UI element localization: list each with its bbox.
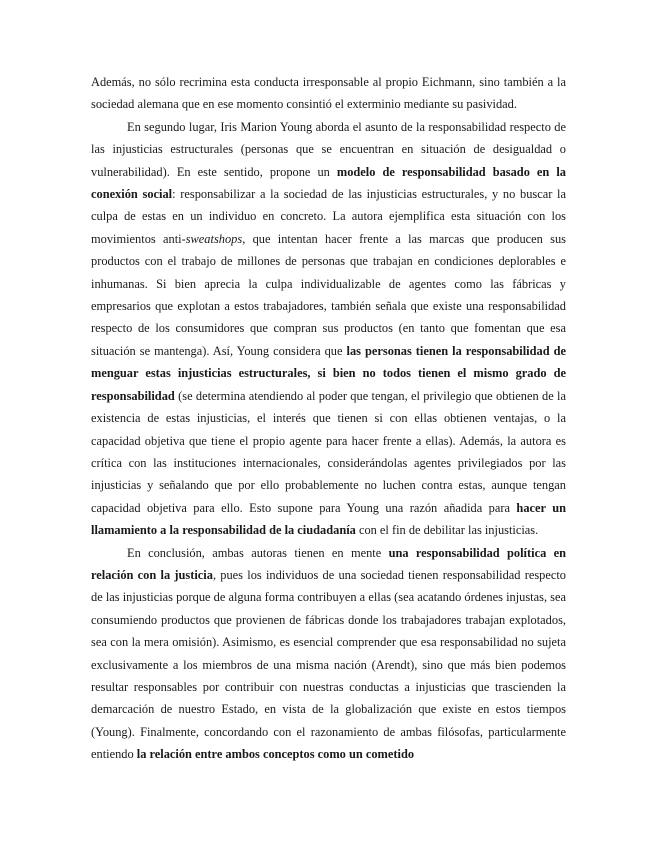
text-span: Además, no sólo recrimina esta conducta irresponsable al propio Eichmann, sino también a la sociedad alemana que en ese momento consintió el exterminio mediante su pasividad. bbox=[91, 75, 566, 112]
bold-text: hacer un llamamiento a la responsabilidad de la ciudadanía bbox=[91, 500, 567, 538]
body-text bbox=[91, 71, 566, 766]
paragraph-3 bbox=[91, 542, 566, 766]
bold-text: la relación entre ambos conceptos como un cometido bbox=[136, 747, 415, 762]
paragraph-1 bbox=[91, 71, 566, 116]
italic-text: sweatshops bbox=[185, 231, 243, 246]
text-span: con el fin de debilitar las injusticias. bbox=[355, 523, 539, 538]
text-span: (se determina atendiendo al poder que tengan, el privilegio que obtienen de la existencia de estas injusticias, el interés que tienen si con ellas obtienen ventajas, o la capacidad objetiva que tiene el propio agente para hacer frente a ellas). Además, la autora es crítica con las instituciones internacionales, considerándolas agentes privilegiados por las injusticias y señalando que por ello probablemente no luchen contra estas, aunque tengan capacidad objetiva para ello. Esto supone para Young una razón añadida para bbox=[91, 388, 566, 515]
bold-text: modelo de responsabilidad basado en la conexión social bbox=[91, 164, 566, 202]
text-span: En segundo lugar, Iris Marion Young aborda el asunto de la responsabilidad respecto de las injusticias estructurales (personas que se encuentran en situación de desigualdad o vulnerabilidad). En este sentido, propone un bbox=[91, 119, 566, 179]
paragraph-2 bbox=[91, 116, 566, 542]
text-span: En conclusión, ambas autoras tienen en mente bbox=[127, 545, 389, 560]
text-span: : responsabilizar a la sociedad de las injusticias estructurales, y no buscar la culpa de estas en un individuo en concreto. La autora ejemplifica esta situación con los movimientos anti- bbox=[91, 187, 566, 246]
text-span: , que intentan hacer frente a las marcas que producen sus productos con el trabajo de millones de personas que trabajan en condiciones deplorables e inhumanas. Si bien aprecia la culpa individualizable de agentes como las fábricas y empresarios que explotan a estos trabajadores, también señala que existe una responsabilidad respecto de los consumidores que compran sus productos (en tanto que fomentan que esa situación se mantenga). Así, Young considera que bbox=[91, 231, 566, 358]
bold-text: las personas tienen la responsabilidad de menguar estas injusticias estructurales, si bien no todos tienen el mismo grado de responsabilidad bbox=[91, 343, 566, 403]
bold-text: una responsabilidad política en relación con la justicia bbox=[91, 545, 566, 582]
text-span: , pues los individuos de una sociedad tienen responsabilidad respecto de las injusticias porque de alguna forma contribuyen a ellas (sea acatando órdenes injustas, sea consumiendo productos que provienen de fábricas donde los trabajadores trabajan explotados, sea con la mera omisión). Asimismo, es esencial comprender que esa responsabilidad no sujeta exclusivamente a los miembros de una misma nación (Arendt), sino que más bien podemos resultar responsables por contribuir con nuestras conductas a injusticias que trascienden la demarcación de nuestro Estado, en vista de la globalización que existe en estos tiempos (Young). Finalmente, concordando con el razonamiento de ambas filósofas, particularmente entiendo bbox=[91, 567, 566, 762]
